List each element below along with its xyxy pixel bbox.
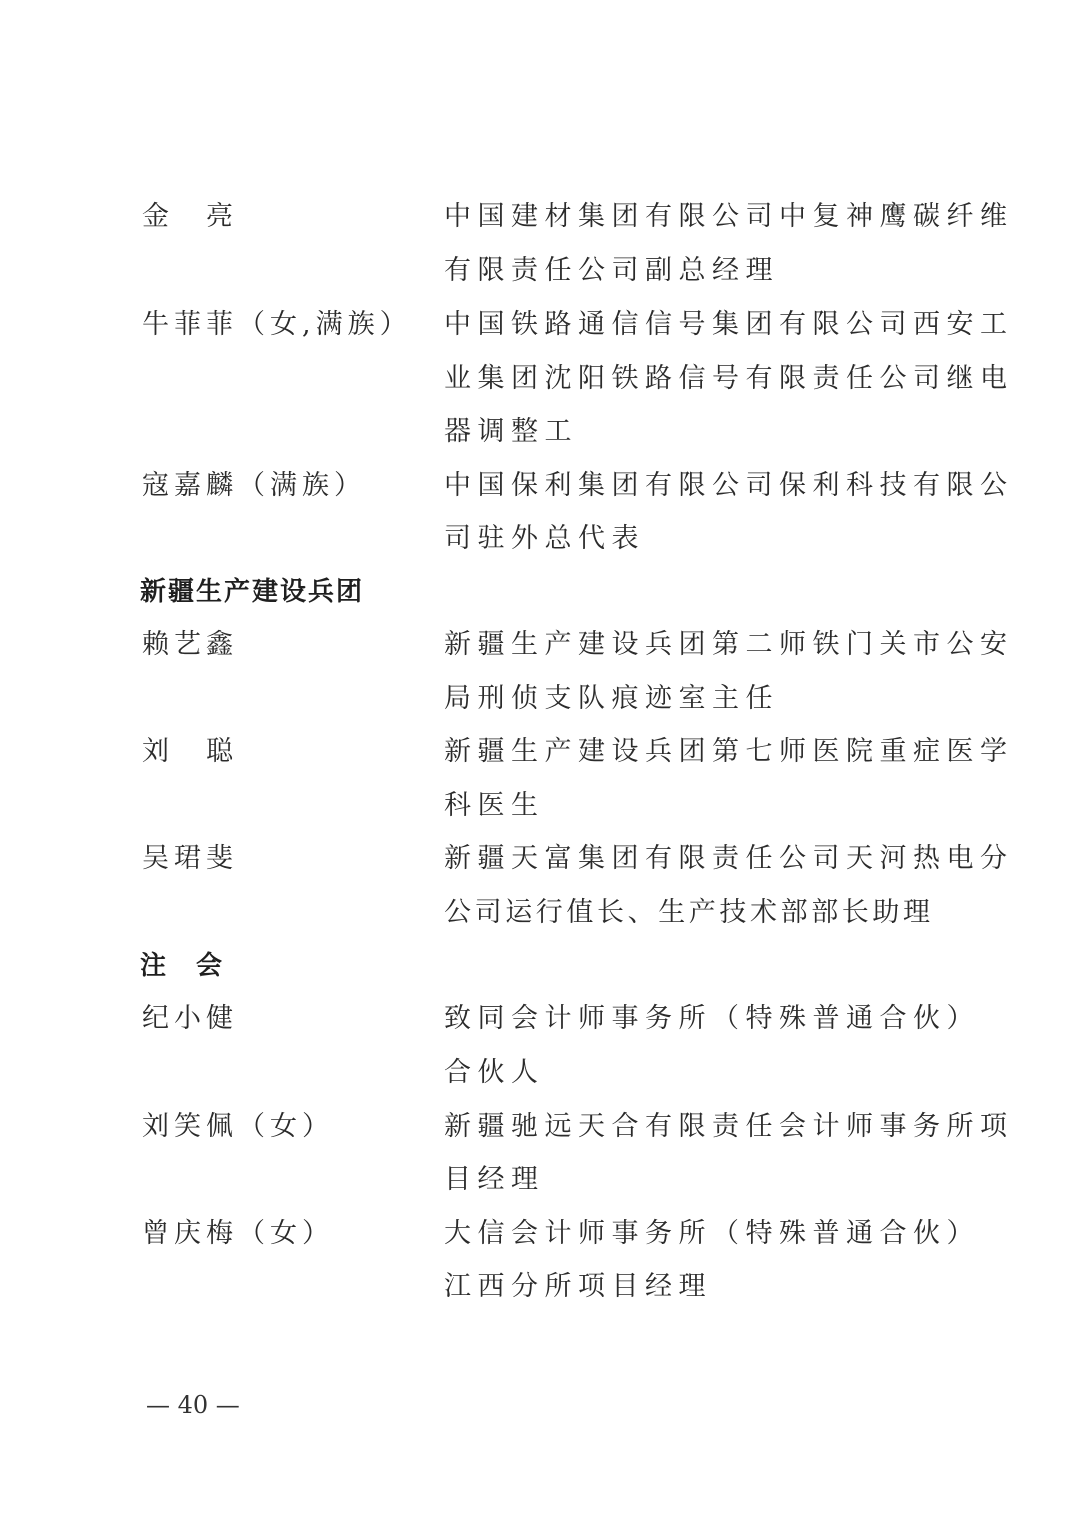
position-line: 业集团沈阳铁路信号有限责任公司继电: [444, 363, 1014, 394]
position-line: 合伙人: [444, 1057, 545, 1088]
position-line: 公司运行值长、生产技术部部长助理: [444, 897, 934, 928]
position-line: 局刑侦支队痕迹室主任: [444, 683, 779, 714]
person-name: 吴珺斐: [142, 843, 238, 874]
position-line: 新疆生产建设兵团第二师铁门关市公安: [444, 629, 1014, 660]
position-line: 目经理: [444, 1164, 545, 1195]
position-line: 器调整工: [444, 416, 578, 447]
person-name: 纪小健: [142, 1003, 238, 1034]
position-line: 司驻外总代表: [444, 523, 645, 554]
position-line: 中国保利集团有限公司保利科技有限公: [444, 470, 1014, 501]
position-line: 科医生: [444, 790, 545, 821]
person-name: 刘笑佩（女）: [142, 1111, 334, 1142]
position-line: 致同会计师事务所（特殊普通合伙）: [444, 1003, 980, 1034]
position-line: 新疆驰远天合有限责任会计师事务所项: [444, 1111, 1014, 1142]
page-number: — 40 —: [146, 1391, 240, 1419]
person-name: 刘 聪: [142, 736, 238, 767]
position-line: 新疆天富集团有限责任公司天河热电分: [444, 843, 1014, 874]
position-line: 江西分所项目经理: [444, 1271, 712, 1302]
section-heading: 注 会: [140, 951, 225, 981]
person-name: 寇嘉麟（满族）: [142, 470, 366, 501]
position-line: 大信会计师事务所（特殊普通合伙）: [444, 1218, 980, 1249]
position-line: 有限责任公司副总经理: [444, 255, 779, 286]
position-line: 中国铁路通信信号集团有限公司西安工: [444, 309, 1014, 340]
person-name: 赖艺鑫: [142, 629, 238, 660]
person-name: 牛菲菲（女,满族）: [142, 309, 412, 340]
person-name: 曾庆梅（女）: [142, 1218, 334, 1249]
position-line: 中国建材集团有限公司中复神鹰碳纤维: [444, 201, 1014, 232]
section-heading: 新疆生产建设兵团: [140, 577, 365, 607]
person-name: 金 亮: [142, 201, 238, 232]
position-line: 新疆生产建设兵团第七师医院重症医学: [444, 736, 1014, 767]
